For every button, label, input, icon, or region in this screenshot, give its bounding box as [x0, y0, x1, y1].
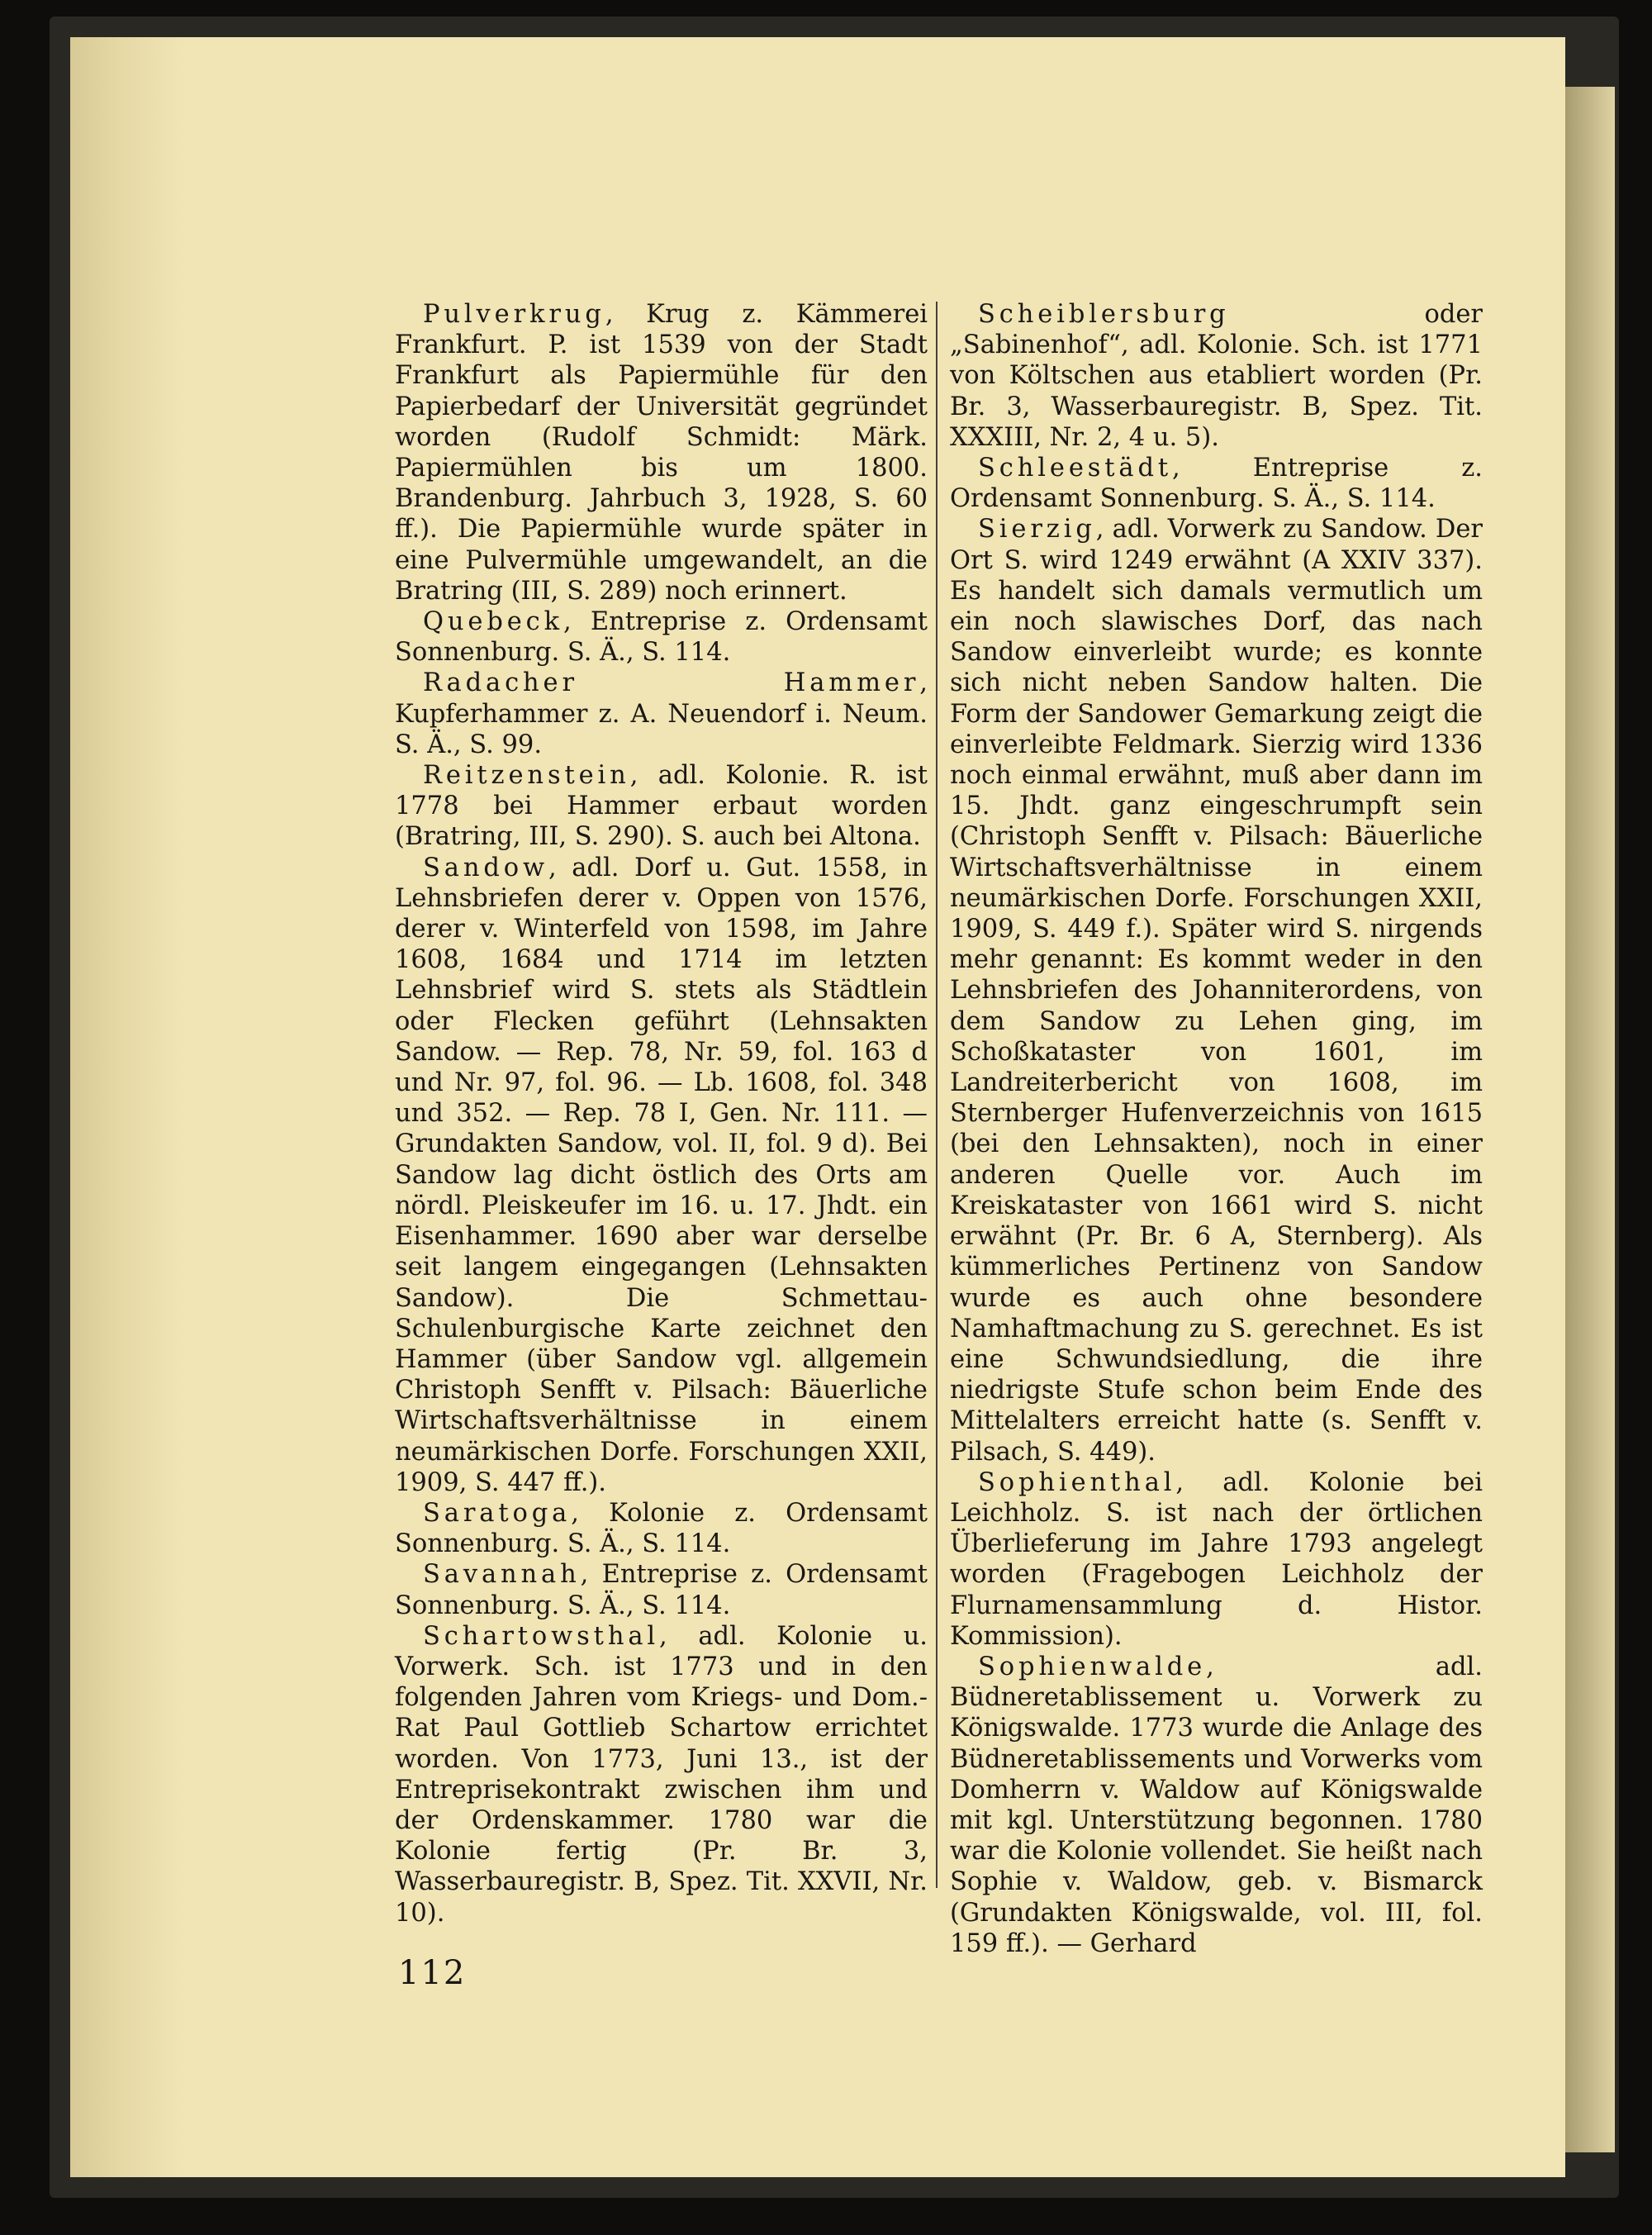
entry-head: Savannah	[423, 1560, 581, 1590]
entry-head: Schartowsthal	[423, 1621, 660, 1651]
right-column	[950, 299, 1483, 1959]
entry	[395, 1621, 928, 1928]
entry-body: , adl. Dorf u. Gut. 1558, in Lehnsbriefen derer v. Oppen von 1576, derer v. Winterfeld von 1598, im Jahre 1608, 1684 und 1714 im letzten Lehnsbrief wird S. stets als Städtlein oder Flecken geführt (Lehnsakten Sandow. — Rep. 78, Nr. 59, fol. 163 d und Nr. 97, fol. 96. — Lb. 1608, fol. 348 und 352. — Rep. 78 I, Gen. Nr. 111. — Grundakten Sandow, vol. II, fol. 9 d). Bei Sandow lag dicht östlich des Orts am nördl. Pleiskeufer im 16. u. 17. Jhdt. ein Eisenhammer. 1690 aber war derselbe seit langem eingegangen (Lehnsakten Sandow). Die Schmettau-Schulenburgische Karte zeichnet den Hammer (über Sandow vgl. allgemein Christoph Senfft v. Pilsach: Bäuerliche Wirtschaftsverhältnisse in einem neumärkischen Dorfe. Forschungen XXII, 1909, S. 447 ff.).	[395, 853, 928, 1497]
entry-head: Quebeck	[423, 607, 563, 637]
column-divider	[936, 302, 938, 1888]
entry	[950, 453, 1483, 514]
entry-body: , Entreprise z. Ordensamt Sonnenburg. S. Ä., S. 114.	[950, 454, 1483, 514]
entry-body: , adl. Kolonie. R. ist 1778 bei Hammer erbaut worden (Bratring, III, S. 290). S. auch bei Altona.	[395, 761, 928, 852]
entry-body: , Kupferhammer z. A. Neuendorf i. Neum. S. Ä., S. 99.	[395, 668, 928, 759]
entry-head: Radacher Hammer	[423, 668, 920, 698]
entry-head: Sophienthal	[978, 1467, 1176, 1497]
entry-head: Sophienwalde	[978, 1652, 1207, 1681]
entry-body: , Kolonie z. Ordensamt Sonnenburg. S. Ä., S. 114.	[395, 1498, 928, 1559]
entry-body: , adl. Büdneretablissement u. Vorwerk zu Königswalde. 1773 wurde die Anlage des Büdneretablissements und Vorwerks vom Domherrn v. Waldow auf Königswalde mit kgl. Unterstützung begonnen. 1780 war die Kolonie vollendet. Sie heißt nach Sophie v. Waldow, geb. v. Bismarck (Grundakten Königswalde, vol. III, fol. 159 ff.). — Gerhard	[950, 1652, 1483, 1958]
left-column	[395, 299, 928, 1928]
page-number: 112	[398, 1954, 467, 1992]
entry-head: Reitzenstein	[423, 761, 630, 791]
entry-body: , Entreprise z. Ordensamt Sonnenburg. S. Ä., S. 114.	[395, 1560, 928, 1620]
entry	[395, 760, 928, 853]
entry	[950, 1652, 1483, 1959]
entry-head: Sierzig	[978, 515, 1096, 544]
entry	[395, 668, 928, 760]
entry-body: , adl. Kolonie u. Vorwerk. Sch. ist 1773 und in den folgenden Jahren vom Kriegs- und Dom.-Rat Paul Gottlieb Schartow errichtet worden. Von 1773, Juni 13., ist der Entreprisekontrakt zwischen ihm und der Ordenskammer. 1780 war die Kolonie fertig (Pr. Br. 3, Wasserbauregistr. B, Spez. Tit. XXVII, Nr. 10).	[395, 1621, 928, 1928]
entry	[395, 299, 928, 606]
entry-head: Pulverkrug	[423, 300, 605, 329]
entry-head: Scheiblersburg	[978, 300, 1230, 329]
entry	[395, 606, 928, 668]
entry-body: , Krug z. Kämmerei Frankfurt. P. ist 1539 von der Stadt Frankfurt als Papiermühle für den Papierbedarf der Universität gegründet worden (Rudolf Schmidt: Märk. Papiermühlen bis um 1800. Brandenburg. Jahrbuch 3, 1928, S. 60 ff.). Die Papiermühle wurde später in eine Pulvermühle umgewandelt, an die Bratring (III, S. 289) noch erinnert.	[395, 300, 928, 606]
entry-body: , adl. Kolonie bei Leichholz. S. ist nach der örtlichen Überlieferung im Jahre 1793 angelegt worden (Fragebogen Leichholz der Flurnamensammlung d. Histor. Kommission).	[950, 1467, 1483, 1651]
entry	[950, 1467, 1483, 1652]
entry	[395, 1498, 928, 1559]
entry-body: oder „Sabinenhof“, adl. Kolonie. Sch. ist 1771 von Költschen aus etabliert worden (Pr. Br. 3, Wasserbauregistr. B, Spez. Tit. XXXIII, Nr. 2, 4 u. 5).	[950, 300, 1483, 452]
entry	[950, 514, 1483, 1467]
entry	[395, 1559, 928, 1620]
entry	[950, 299, 1483, 453]
entry-head: Saratoga	[423, 1498, 572, 1528]
entry-head: Schleestädt	[978, 454, 1173, 483]
entry-head: Sandow	[423, 853, 548, 882]
entry	[395, 853, 928, 1498]
next-page-edge	[1565, 87, 1615, 2152]
entry-body: , adl. Vorwerk zu Sandow. Der Ort S. wird 1249 erwähnt (A XXIV 337). Es handelt sich damals vermutlich um ein noch slawisches Dorf, das nach Sandow einverleibt wurde; es konnte sich nicht neben Sandow halten. Die Form der Sandower Gemarkung zeigt die einverleibte Feldmark. Sierzig wird 1336 noch einmal erwähnt, muß aber dann im 15. Jhdt. ganz eingeschrumpft sein (Christoph Senfft v. Pilsach: Bäuerliche Wirtschaftsverhältnisse in einem neumärkischen Dorfe. Forschungen XXII, 1909, S. 449 f.). Später wird S. nirgends mehr genannt: Es kommt weder in den Lehnsbriefen des Johanniterordens, von dem Sandow zu Lehen ging, im Schoßkataster von 1601, im Landreiterbericht von 1608, im Sternberger Hufenverzeichnis von 1615 (bei den Lehnsakten), noch in einer anderen Quelle vor. Auch im Kreiskataster von 1661 wird S. nicht erwähnt (Pr. Br. 6 A, Sternberg). Als kümmerliches Pertinenz von Sandow wurde es auch ohne besondere Namhaftmachung zu S. gerechnet. Es ist eine Schwundsiedlung, die ihre niedrigste Stufe schon beim Ende des Mittelalters erreicht hatte (s. Senfft v. Pilsach, S. 449).	[950, 515, 1483, 1467]
entry-body: , Entreprise z. Ordensamt Sonnenburg. S. Ä., S. 114.	[395, 607, 928, 668]
page-gutter-shade	[70, 37, 186, 2177]
